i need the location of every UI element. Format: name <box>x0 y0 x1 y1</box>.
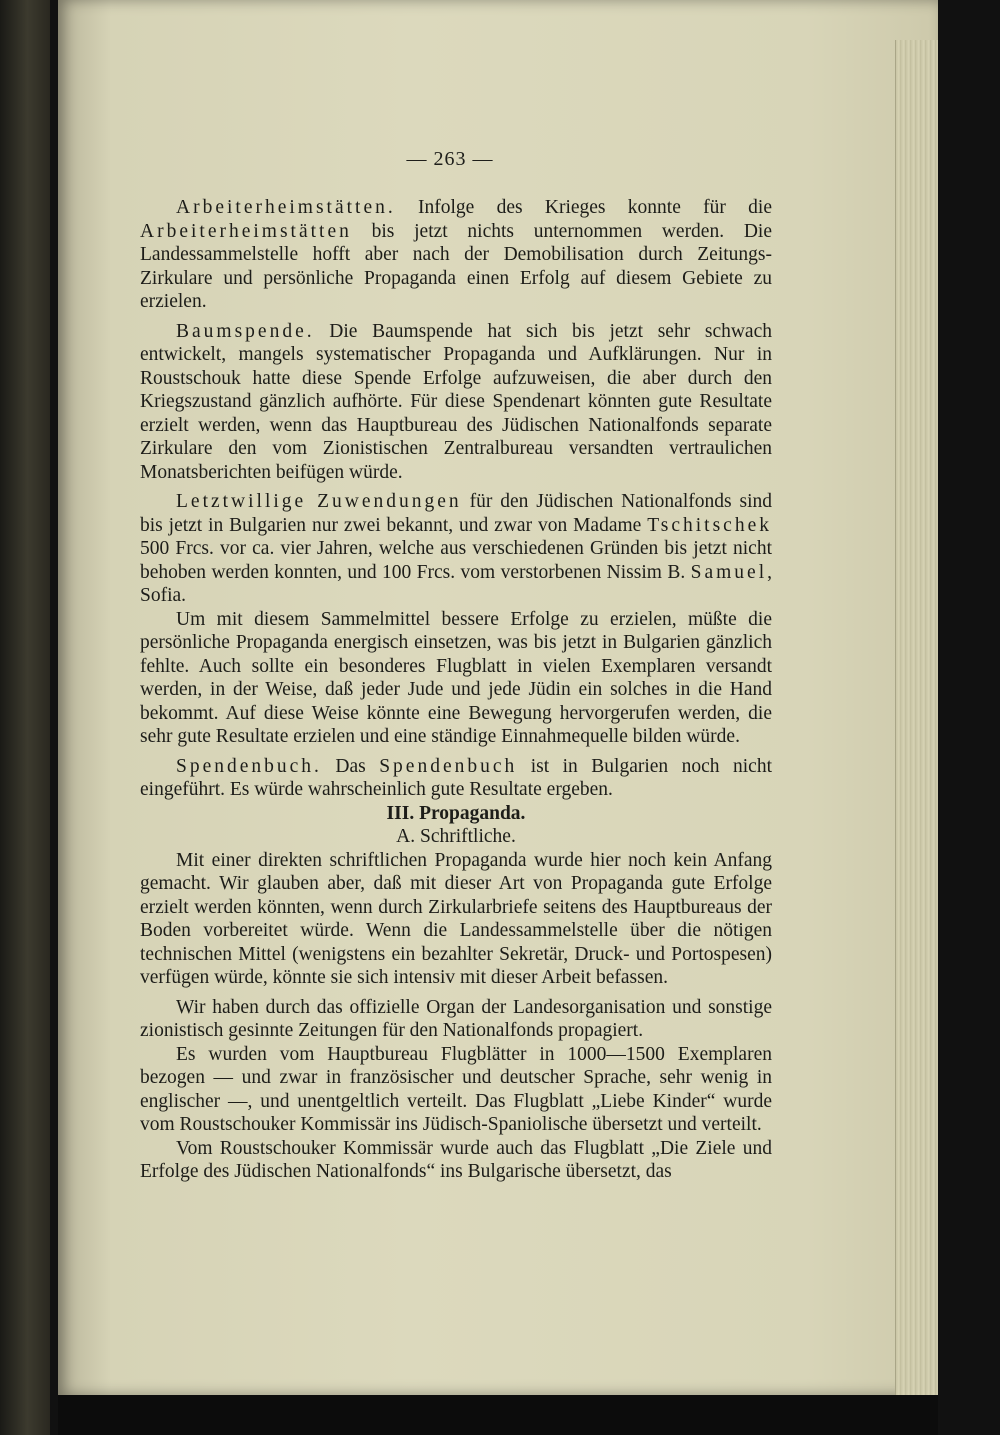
paragraph-text: bis jetzt nichts unternommen werden. Die Landessammelstelle hofft aber nach der Demobilisation durch Zeitungs-Zirkulare und persönliche Propaganda einen Erfolg auf diesem Gebiete zu erzielen. <box>140 220 772 312</box>
spaced-term: Letztwillige Zuwendungen <box>176 491 462 512</box>
paragraph-text: Die Baumspende hat sich bis jetzt sehr schwach entwickelt, mangels systematischer Propaganda und Aufklärungen. Nur in Roustschouk hatte diese Spende Erfolge aufzuweisen, die aber durch den Kriegszustand gänzlich aufhörte. Für diese Spendenart könnten gute Resultate erzielt werden, wenn das Hauptbureau des Jüdischen Nationalfonds separate Zirkulare den vom Zionistischen Zentralbureau versandten vertraulichen Monatsberichten beifügen würde. <box>140 320 772 483</box>
spaced-term: Spendenbuch <box>379 755 518 777</box>
paragraph-baumspende <box>140 320 772 485</box>
paragraph-text: ist in Bulgarien noch nicht eingeführt. Es würde wahrscheinlich gute Resultate ergeben. <box>140 755 772 800</box>
paragraph-offizielle-organ: Wir haben durch das offizielle Organ der Landesorganisation und sonstige zionistisch gesinnte Zeitungen für den Nationalfonds propagiert. <box>140 996 772 1041</box>
page-number: — 263 — <box>406 148 494 170</box>
page-stack-edge <box>895 40 938 1395</box>
paragraph-spendenbuch <box>140 755 772 802</box>
paragraph-text: Um mit diesem Sammelmittel bessere Erfolge zu erzielen, müßte die persönliche Propaganda energisch einsetzen, was bis jetzt in Bulgarien gänzlich fehlte. Auch sollte ein besonderes Flugblatt in vielen Exemplaren versandt werden, in der Weise, daß jeder Jude und jede Jüdin ein solches in die Hand bekommt. Auf diese Weise könnte eine Bewegung hervorgerufen werden, die sehr gute Resultate erzielen und eine ständige Einnahmequelle bilden würde. <box>140 608 772 747</box>
paragraph-text: Infolge des Krieges konnte für die <box>395 197 772 218</box>
paragraph-arbeiterheimstaetten <box>140 196 772 314</box>
paragraph-roustschouker-kommissaer: Vom Roustschouker Kommissär wurde auch das Flugblatt „Die Ziele und Erfolge des Jüdischen Nationalfonds“ ins Bulgarische übersetzt, das <box>140 1137 772 1182</box>
paragraph-text: Das <box>321 755 380 777</box>
previous-page-edge <box>0 0 50 1435</box>
spaced-name: Tschitschek <box>647 514 772 536</box>
subsection-heading: A. Schriftliche. <box>396 826 516 847</box>
paragraph-text: , Sofia. <box>140 561 772 606</box>
page-body <box>140 196 772 1184</box>
paragraph-letztwillige-zuwendungen <box>140 490 772 608</box>
paragraph-flugblaetter: Es wurden vom Hauptbureau Flugblätter in 1000—1500 Exemplaren bezogen — und zwar in französischer und deutscher Sprache, sehr wenig in englischer —, und unentgeltlich verteilt. Das Flugblatt „Liebe Kinder“ wurde vom Roustschouker Kommissär ins Jüdisch-Spaniolische übersetzt und verteilt. <box>140 1043 772 1135</box>
paragraph-schriftliche-propaganda: Mit einer direkten schriftlichen Propaganda wurde hier noch kein Anfang gemacht. Wir glauben aber, daß mit dieser Art von Propaganda gute Erfolge erzielt werden könnten, wenn durch Zirkularbriefe seitens des Hauptbureaus der Boden vorbereitet würde. Wenn die Landessammelstelle über die nötigen technischen Mittel (wenigstens ein bezahlter Sekretär, Druck- und Portospesen) verfügen würde, könnte sie sich intensiv mit dieser Arbeit befassen. <box>140 849 772 988</box>
paragraph-sammelmittel <box>140 608 772 749</box>
bottom-shadow <box>58 1395 938 1435</box>
section-heading: III. Propaganda. <box>386 802 526 824</box>
spaced-term: Arbeiterheimstätten. <box>176 197 396 218</box>
spaced-term: Arbeiterheimstätten <box>140 220 352 242</box>
paragraph-text: für den Jüdischen Nationalfonds sind bis jetzt in Bulgarien nur zwei bekannt, und zwar von Madame <box>140 491 772 536</box>
spaced-term: Spendenbuch. <box>176 755 322 777</box>
spaced-name: Samuel <box>690 561 768 583</box>
spaced-term: Baumspende. <box>176 320 315 342</box>
paragraph-text: 500 Frcs. vor ca. vier Jahren, welche aus verschiedenen Gründen bis jetzt nicht behoben werden konnten, und 100 Frcs. vom verstorbenen Nissim B. <box>140 538 772 583</box>
